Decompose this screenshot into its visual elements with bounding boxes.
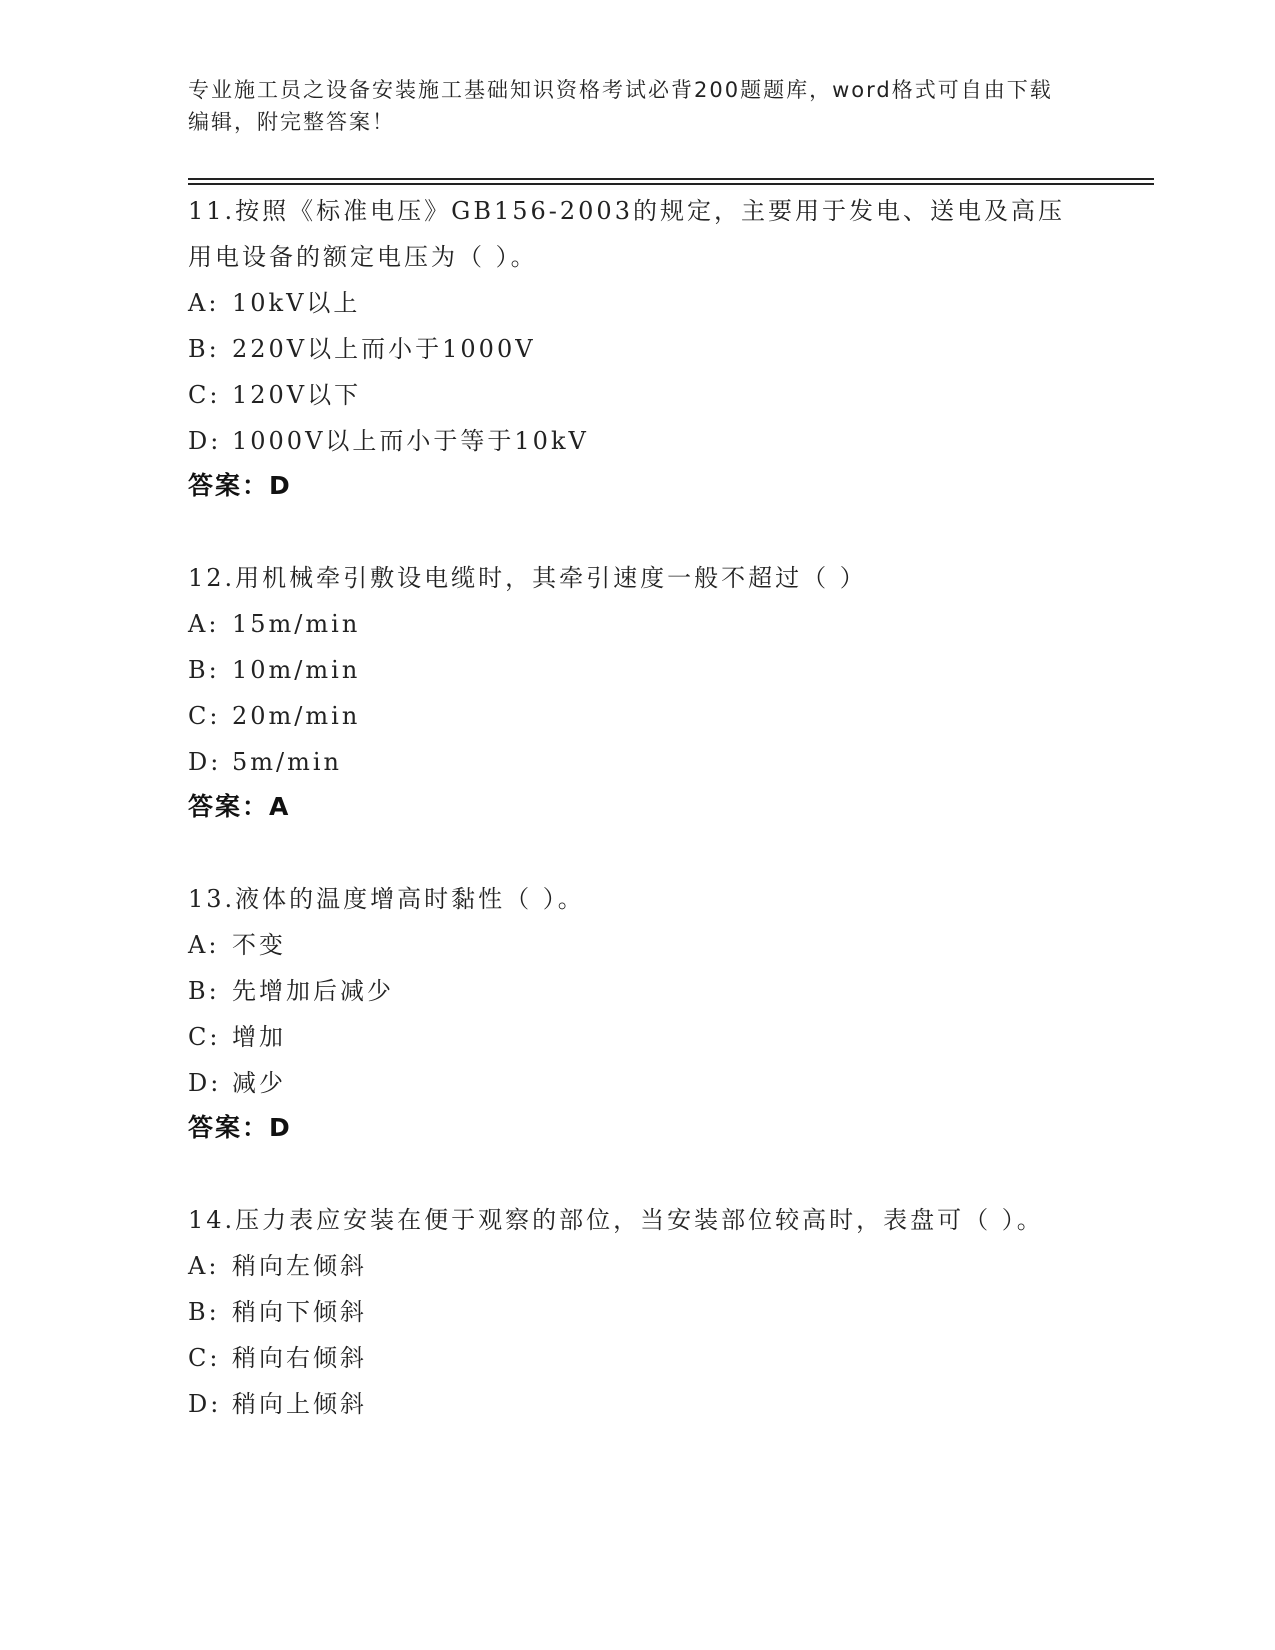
option-letter: D: (188, 1390, 222, 1418)
option-text: 稍向右倾斜 (232, 1344, 367, 1372)
option-text: 20m/min (232, 702, 361, 730)
option-letter: D: (188, 1069, 222, 1097)
question-14 (188, 1197, 1088, 1427)
option-b (188, 968, 1088, 1014)
option-letter: B: (188, 335, 220, 363)
option-letter: C: (188, 1023, 221, 1051)
option-d (188, 1381, 1088, 1427)
question-11 (188, 188, 1088, 508)
option-letter: A: (188, 1252, 220, 1280)
option-text: 120V以下 (232, 381, 362, 409)
question-13 (188, 876, 1088, 1150)
option-letter: C: (188, 381, 221, 409)
option-text: 220V以上而小于1000V (232, 335, 536, 363)
answer-label: 答案：D (188, 1113, 292, 1142)
option-c (188, 693, 1088, 739)
option-letter: D: (188, 748, 222, 776)
option-b (188, 326, 1088, 372)
option-letter: B: (188, 977, 220, 1005)
answer-label: 答案：D (188, 471, 292, 500)
header-divider-top (188, 178, 1154, 180)
option-text: 1000V以上而小于等于10kV (232, 427, 589, 455)
option-d (188, 739, 1088, 785)
option-letter: A: (188, 610, 220, 638)
option-a (188, 922, 1088, 968)
option-text: 5m/min (232, 748, 343, 776)
option-text: 稍向下倾斜 (232, 1298, 367, 1326)
option-d (188, 418, 1088, 464)
question-12 (188, 555, 1088, 829)
option-b (188, 1289, 1088, 1335)
option-b (188, 647, 1088, 693)
option-a (188, 280, 1088, 326)
question-list (188, 188, 1088, 1474)
answer-label: 答案：A (188, 792, 291, 821)
option-c (188, 1014, 1088, 1060)
question-stem: 11.按照《标准电压》GB156-2003的规定，主要用于发电、送电及高压用电设备的额定电压为（ ）。 (188, 197, 1065, 271)
question-stem: 14.压力表应安装在便于观察的部位，当安装部位较高时，表盘可（ ）。 (188, 1206, 1044, 1234)
option-letter: D: (188, 427, 222, 455)
question-stem: 13.液体的温度增高时黏性（ ）。 (188, 885, 585, 913)
option-text: 10kV以上 (232, 289, 361, 317)
option-a (188, 1243, 1088, 1289)
option-text: 先增加后减少 (232, 977, 394, 1005)
option-text: 不变 (232, 931, 286, 959)
option-d (188, 1060, 1088, 1106)
option-text: 稍向左倾斜 (232, 1252, 367, 1280)
option-text: 15m/min (232, 610, 361, 638)
option-text: 增加 (232, 1023, 286, 1051)
option-c (188, 372, 1088, 418)
option-text: 10m/min (232, 656, 361, 684)
option-letter: C: (188, 702, 221, 730)
option-letter: B: (188, 1298, 220, 1326)
option-letter: C: (188, 1344, 221, 1372)
question-stem: 12.用机械牵引敷设电缆时，其牵引速度一般不超过（ ） (188, 564, 867, 592)
option-text: 减少 (232, 1069, 286, 1097)
document-header: 专业施工员之设备安装施工基础知识资格考试必背200题题库，word格式可自由下载编辑，附完整答案！ (188, 78, 1053, 134)
option-text: 稍向上倾斜 (232, 1390, 367, 1418)
option-c (188, 1335, 1088, 1381)
option-letter: B: (188, 656, 220, 684)
option-letter: A: (188, 289, 220, 317)
header-divider-bottom (188, 183, 1154, 185)
option-a (188, 601, 1088, 647)
option-letter: A: (188, 931, 220, 959)
